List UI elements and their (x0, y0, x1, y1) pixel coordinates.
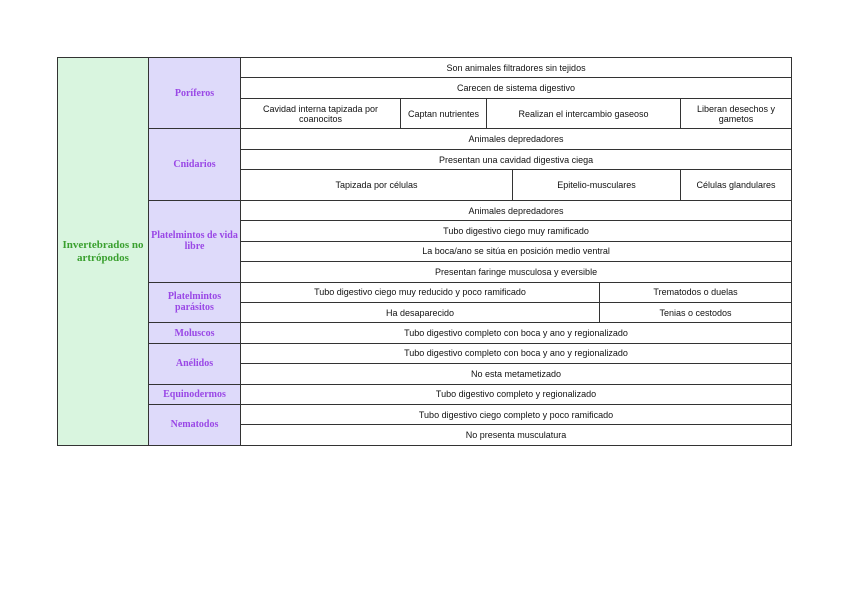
table-cell: Son animales filtradores sin tejidos (241, 58, 792, 78)
table-row (58, 282, 792, 302)
group-anelidos: Anélidos (149, 343, 241, 384)
table-row (58, 323, 792, 343)
table-row (58, 129, 792, 149)
table-cell: Trematodos o duelas (600, 282, 792, 302)
table-cell: Animales depredadores (241, 200, 792, 220)
group-poriferos: Poríferos (149, 58, 241, 129)
table-cell: Presentan faringe musculosa y eversible (241, 262, 792, 282)
table-cell: Epitelio-musculares (513, 170, 681, 201)
table-cell: Realizan el intercambio gaseoso (487, 98, 681, 129)
table-cell: Tubo digestivo ciego muy reducido y poco ramificado (241, 282, 600, 302)
table-row (58, 384, 792, 404)
table-cell: Ha desaparecido (241, 302, 600, 322)
table-cell: Liberan desechos y gametos (681, 98, 792, 129)
table-cell: No presenta musculatura (241, 425, 792, 446)
group-nematodos: Nematodos (149, 404, 241, 445)
table-cell: Tubo digestivo ciego muy ramificado (241, 221, 792, 241)
table-cell: Cavidad interna tapizada por coanocitos (241, 98, 401, 129)
table-cell: No esta metametizado (241, 364, 792, 384)
category-invertebrados: Invertebrados no artrópodos (58, 58, 149, 446)
table-cell: Tenias o cestodos (600, 302, 792, 322)
table-row (58, 404, 792, 424)
group-platelmintos-parasitos: Platelmintos parásitos (149, 282, 241, 323)
group-moluscos: Moluscos (149, 323, 241, 343)
table-cell: Células glandulares (681, 170, 792, 201)
table-row (58, 200, 792, 220)
table-cell: Tubo digestivo completo con boca y ano y regionalizado (241, 343, 792, 363)
group-platelmintos-libre: Platelmintos de vida libre (149, 200, 241, 282)
table-row (58, 58, 792, 78)
table-cell: Tapizada por células (241, 170, 513, 201)
table-row (58, 343, 792, 363)
group-equinodermos: Equinodermos (149, 384, 241, 404)
table-cell: Carecen de sistema digestivo (241, 78, 792, 98)
table-cell: Tubo digestivo ciego completo y poco ramificado (241, 404, 792, 424)
table-cell: Tubo digestivo completo con boca y ano y regionalizado (241, 323, 792, 343)
table-cell: La boca/ano se sitúa en posición medio ventral (241, 241, 792, 261)
table-cell: Tubo digestivo completo y regionalizado (241, 384, 792, 404)
table-cell: Captan nutrientes (401, 98, 487, 129)
invertebrate-table (57, 57, 792, 446)
group-cnidarios: Cnidarios (149, 129, 241, 200)
table-cell: Animales depredadores (241, 129, 792, 149)
table-cell: Presentan una cavidad digestiva ciega (241, 149, 792, 169)
